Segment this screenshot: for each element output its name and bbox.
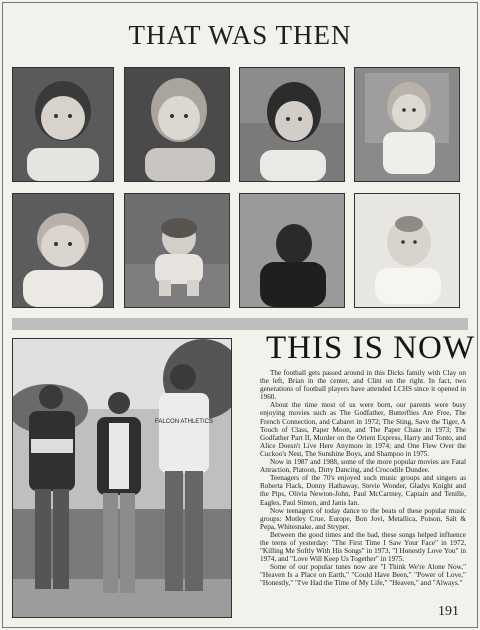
paragraph: Teenagers of the 70's enjoyed such music groups and singers as Roberta Flack, Donny Hathaway, Stevie Wonder, Gladys Knight and the Pips, Olivia Newton-John, Paul McCartney, Captain and Tenille, Eagles, Paul Simon, and Janis Ian. [260, 474, 466, 507]
baby-photo-4 [354, 67, 460, 182]
paragraph: Between the good times and the bad, these songs helped influence the teens of yesterday: "The First Time I Saw Your Face" in 1972, "Killing Me Softly With His Songs" in 1973, "I Honestly Love You" in 1974, and "Love Will Keep Us Together" in 1975. [260, 530, 466, 564]
section-divider [12, 318, 468, 330]
paragraph: The football gets passed around in this Dicks family with Clay on the left, Brian in the center, and Clint on the right. In fact, two generations of football players have attended LCHS since it opened in 1960. [260, 369, 466, 402]
brothers-photo [12, 338, 232, 618]
baby-photo-7 [239, 193, 345, 308]
baby-photo-2 [124, 67, 230, 182]
section-title: THIS IS NOW [266, 330, 475, 366]
page-number: 191 [438, 604, 459, 619]
baby-photo-8 [354, 193, 460, 308]
baby-photo-3 [239, 67, 345, 182]
paragraph: Now in 1987 and 1988, some of the more popular movies are Fatal Attraction, Platoon, Dirty Dancing, and Crocodile Dundee. [260, 458, 466, 475]
paragraph: Some of our popular tunes now are "I Think We're Alone Now," "Heaven Is a Place on Earth," "Could Have Been," "Power of Love," "Honestly," "I've Had the Time of My Life," "Heaven," and "Always." [260, 563, 466, 588]
article-body [260, 369, 466, 588]
page-title: THAT WAS THEN [128, 20, 352, 50]
baby-photo-1 [12, 67, 114, 182]
paragraph: About the time most of us were born, our parents were busy enjoying movies such as The Godfather, Butterflies Are Free, The French Connection, and Cabaret in 1972; The Sting, Save the Tiger, A Touch of Class, Paper Moon, and The Paper Chase in 1973; The Godfather Part II, Murder on the Orient Express, Harry and Tonto, and Alice Doesn't Live Here Anymore in 1974; and One Flew Over the Cuckoo's Nest, The Sunshine Boys, and Shampoo in 1975. [260, 401, 466, 458]
shirt-print: FALCON ATHLETICS [155, 419, 213, 425]
baby-photo-5 [12, 193, 114, 308]
baby-photo-6 [124, 193, 230, 308]
paragraph: Now teenagers of today dance to the beats of these popular music groups: Motley Crue, Europe, Bon Jovi, Metallica, Poison, Salt & Pepa, Whitesnake, and Stryper. [260, 506, 466, 531]
